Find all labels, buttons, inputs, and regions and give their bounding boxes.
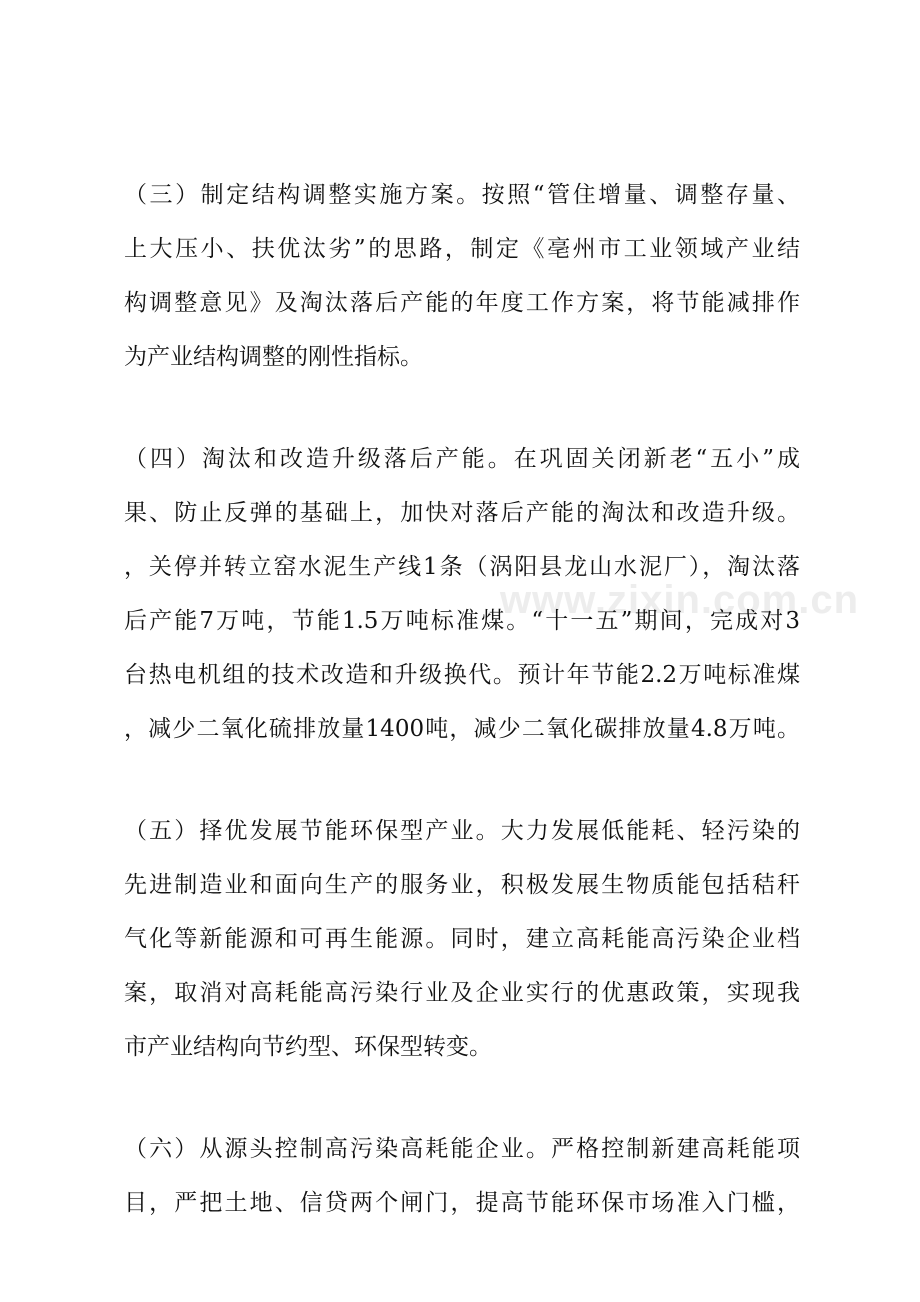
text-line: 台热电机组的技术改造和升级换代。预计年节能2.2万吨标准煤: [124, 662, 800, 688]
text-line: 先进制造业和面向生产的服务业，积极发展生物质能包括秸秆: [124, 872, 800, 898]
text-line: 果、防止反弹的基础上，加快对落后产能的淘汰和改造升级。: [124, 500, 800, 526]
text-line: ，关停并转立窑水泥生产线1条（涡阳县龙山水泥厂），淘汰落: [124, 554, 800, 580]
text-line: 后产能7万吨，节能1.5万吨标准煤。“十一五”期间，完成对3: [124, 608, 800, 634]
text-line: 为产业结构调整的刚性指标。: [124, 344, 423, 370]
text-line: （三）制定结构调整实施方案。按照“管住增量、调整存量、: [124, 182, 800, 208]
text-line: 市产业结构向节约型、环保型转变。: [124, 1034, 492, 1060]
text-line: 构调整意见》及淘汰落后产能的年度工作方案，将节能减排作: [124, 290, 800, 316]
text-line: 上大压小、扶优汰劣”的思路，制定《亳州市工业领域产业结: [124, 236, 800, 262]
text-line: 案，取消对高耗能高污染行业及企业实行的优惠政策，实现我: [124, 980, 800, 1006]
text-line: 气化等新能源和可再生能源。同时，建立高耗能高污染企业档: [124, 926, 800, 952]
text-line: （四）淘汰和改造升级落后产能。在巩固关闭新老“五小”成: [124, 446, 800, 472]
text-line: （五）择优发展节能环保型产业。大力发展低能耗、轻污染的: [124, 818, 800, 844]
text-line: （六）从源头控制高污染高耗能企业。严格控制新建高耗能项: [124, 1136, 800, 1162]
text-line: ，减少二氧化硫排放量1400吨，减少二氧化碳排放量4.8万吨。: [124, 716, 800, 742]
watermark: www.zixin.com.cn: [500, 578, 860, 622]
text-line: 目，严把土地、信贷两个闸门，提高节能环保市场准入门槛，: [124, 1190, 800, 1216]
